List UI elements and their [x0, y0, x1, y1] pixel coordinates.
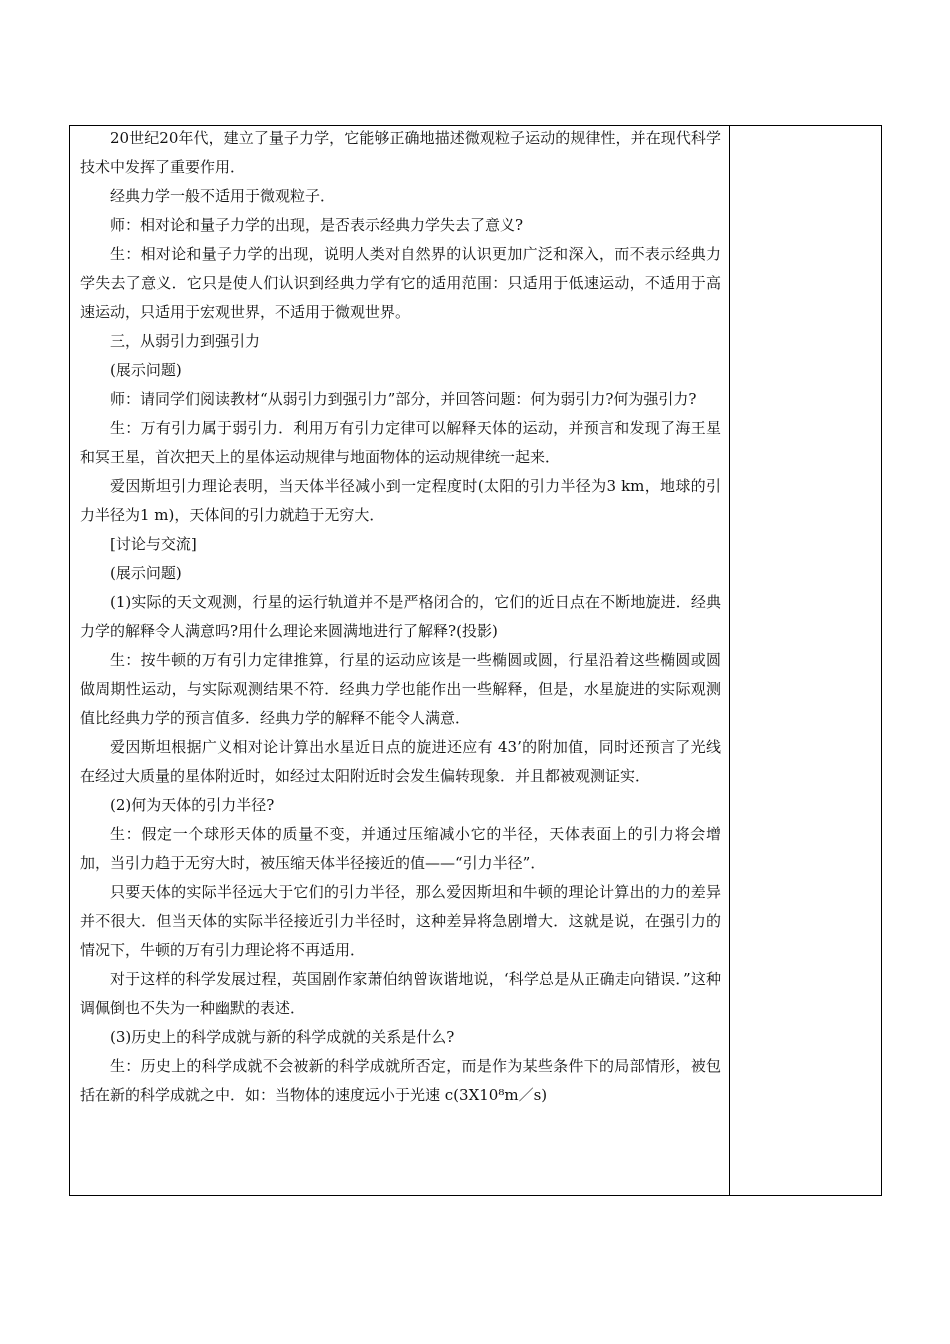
paragraph: 只要天体的实际半径远大于它们的引力半径，那么爱因斯坦和牛顿的理论计算出的力的差异并不很大．但当天体的实际半径接近引力半径时，这种差异将急剧增大．这就是说，在强引力的情况下，牛顿的万有引力理论将不再适用．: [80, 883, 721, 959]
paragraph: 师：相对论和量子力学的出现，是否表示经典力学失去了意义?: [110, 216, 524, 234]
paragraph: [讨论与交流]: [110, 535, 197, 553]
paragraph: 生：历史上的科学成就不会被新的科学成就所否定，而是作为某些条件下的局部情形，被包括在新的科学成就之中．如：当物体的速度远小于光速 c(3X10⁸m／s): [80, 1057, 721, 1104]
paragraph: 生：相对论和量子力学的出现，说明人类对自然界的认识更加广泛和深入，而不表示经典力学失去了意义．它只是使人们认识到经典力学有它的适用范围：只适用于低速运动，不适用于高速运动，只适用于宏观世界，不适用于微观世界。: [80, 245, 721, 321]
lesson-table: [69, 125, 882, 1196]
paragraph: 20世纪20年代，建立了量子力学，它能够正确地描述微观粒子运动的规律性，并在现代科学技术中发挥了重要作用．: [80, 129, 721, 176]
paragraph: (3)历史上的科学成就与新的科学成就的关系是什么?: [110, 1028, 455, 1046]
paragraph: 爱因斯坦引力理论表明，当天体半径减小到一定程度时(太阳的引力半径为3 km，地球的引力半径为1 m)，天体间的引力就趋于无穷大．: [80, 477, 721, 524]
paragraph: 生：按牛顿的万有引力定律推算，行星的运动应该是一些椭圆或圆，行星沿着这些椭圆或圆做周期性运动，与实际观测结果不符．经典力学也能作出一些解释，但是，水星旋进的实际观测值比经典力学的预言值多．经典力学的解释不能令人满意．: [80, 651, 721, 727]
paragraph: (1)实际的天文观测，行星的运行轨道并不是严格闭合的，它们的近日点在不断地旋进．经典力学的解释令人满意吗?用什么理论来圆满地进行了解释?(投影): [80, 593, 721, 640]
paragraph: (展示问题): [110, 564, 182, 582]
paragraph: 对于这样的科学发展过程，英国剧作家萧伯纳曾诙谐地说，‘科学总是从正确走向错误．”这种调佩倒也不失为一种幽默的表述．: [80, 970, 721, 1017]
paragraph: (展示问题): [110, 361, 182, 379]
paragraph: (2)何为天体的引力半径?: [110, 796, 275, 814]
paragraph: 师：请同学们阅读教材“从弱引力到强引力”部分，并回答问题：何为弱引力?何为强引力?: [110, 390, 697, 408]
paragraph: 经典力学一般不适用于微观粒子．: [110, 187, 336, 205]
section-heading: 三，从弱引力到强引力: [110, 332, 261, 350]
paragraph: 生：假定一个球形天体的质量不变，并通过压缩减小它的半径，天体表面上的引力将会增加，当引力趋于无穷大时，被压缩天体半径接近的值——“引力半径”．: [80, 825, 721, 872]
notes-cell: [730, 126, 881, 1195]
paragraph: 爱因斯坦根据广义相对论计算出水星近日点的旋进还应有 43’的附加值，同时还预言了光线在经过大质量的星体附近时，如经过太阳附近时会发生偏转现象．并且都被观测证实．: [80, 738, 721, 785]
paragraph: 生：万有引力属于弱引力．利用万有引力定律可以解释天体的运动，并预言和发现了海王星和冥王星，首次把天上的星体运动规律与地面物体的运动规律统一起来．: [80, 419, 721, 466]
lesson-content-cell: [80, 126, 721, 1110]
